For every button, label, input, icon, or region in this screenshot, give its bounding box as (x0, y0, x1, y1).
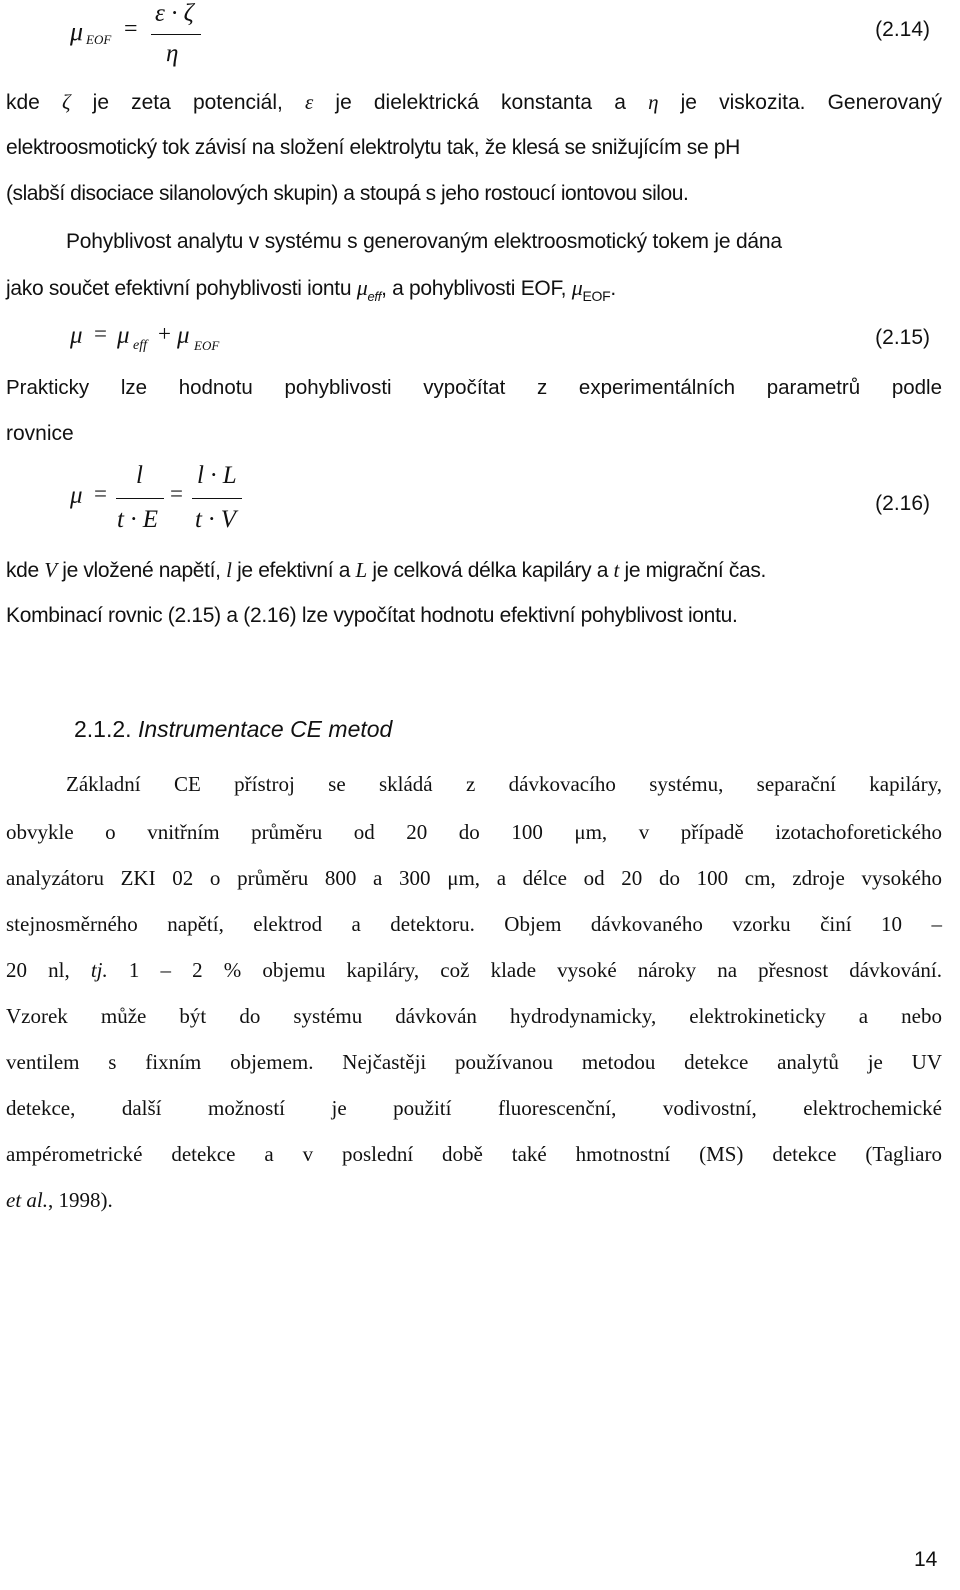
equation-2-14 (0, 0, 960, 80)
eq-numerator: ε · ζ (155, 0, 194, 27)
page-number: 14 (914, 1548, 938, 1571)
para5-line6: Vzorek může být do systému dávkován hydrodynamicky, elektrokineticky a nebo (6, 1004, 942, 1028)
para1-line1: kde ζ je zeta potenciál, ε je dielektrická konstanta a η je viskozita. Generovaný (6, 90, 942, 114)
eq15-sub-eof: EOF (194, 338, 220, 353)
section-number: 2.1.2. (74, 716, 132, 742)
equation-number: (2.14) (875, 18, 930, 41)
para5-line9: ampérometrické detekce a v poslední době také hmotnostní (MS) detekce (Tagliaro (6, 1142, 942, 1166)
equation-2-16 (0, 462, 960, 542)
eq16-equals2: = (170, 481, 183, 506)
para5-line8: detekce, další možností je použití fluorescenční, vodivostní, elektrochemické (6, 1096, 942, 1120)
para1-line3: (slabší disociace silanolových skupin) a stoupá s jeho rostoucí iontovou silou. (6, 182, 689, 205)
eq16-equals1: = (94, 481, 107, 506)
para4-line1: kde V je vložené napětí, l je efektivní a L je celková délka kapiláry a t je migrační čas. (6, 558, 766, 582)
eq15-mu: μ (70, 322, 83, 349)
eq16-num1: l (136, 462, 143, 489)
fraction-bar (151, 34, 201, 35)
equation-2-15 (0, 318, 960, 362)
eq15-equals: = (94, 321, 107, 346)
equation-number: (2.15) (875, 326, 930, 349)
para5-line4: stejnosměrného napětí, elektrod a detektoru. Objem dávkovaného vzorku činí 10 – (6, 912, 942, 936)
para1-line2: elektroosmotický tok závisí na složení elektrolytu tak, že klesá se snižujícím se pH (6, 136, 740, 159)
fraction-bar-1 (116, 498, 164, 499)
equation-number: (2.16) (875, 492, 930, 515)
para5-line10: et al., 1998). (6, 1188, 113, 1212)
para3-line1: Prakticky lze hodnotu pohyblivosti vypočítat z experimentálních parametrů podle (6, 376, 942, 399)
eq15-plus: + (158, 321, 171, 346)
para5-line7: ventilem s fixním objemem. Nejčastěji používanou metodou detekce analytů je UV (6, 1050, 942, 1074)
para5-line5: 20 nl, tj. 1 – 2 % objemu kapiláry, což klade vysoké nároky na přesnost dávkování. (6, 958, 943, 982)
eq-denominator: η (166, 40, 179, 67)
eq-lhs-sub: EOF (86, 32, 112, 47)
eq15-mu-eof: μ (177, 322, 190, 349)
section-heading (74, 716, 392, 743)
para3-line2: rovnice (6, 422, 74, 445)
eq-lhs-mu: μ (70, 17, 84, 46)
para4-line2: Kombinací rovnic (2.15) a (2.16) lze vypočítat hodnotu efektivní pohyblivost iontu. (6, 604, 738, 627)
eq15-sub-eff: eff (133, 338, 147, 353)
eq15-mu-eff: μ (117, 322, 130, 349)
eq16-den1: t · E (117, 506, 158, 533)
para5-line1: Základní CE přístroj se skládá z dávkovacího systému, separační kapiláry, (66, 772, 942, 796)
eq16-num2: l · L (197, 462, 237, 489)
para2-line1: Pohyblivost analytu v systému s generovaným elektroosmotický tokem je dána (66, 230, 782, 253)
eq16-den2: t · V (195, 506, 236, 533)
para2-line2: jako součet efektivní pohyblivosti iontu $\mu_{eff}$, a pohyblivosti EOF, $\mu_{EOF}$. (6, 275, 616, 304)
para5-line2: obvykle o vnitřním průměru od 20 do 100 μm, v případě izotachoforetického (6, 820, 942, 844)
eq16-mu: μ (70, 482, 83, 509)
para5-line3: analyzátoru ZKI 02 o průměru 800 a 300 μm, a délce od 20 do 100 cm, zdroje vysokého (6, 866, 942, 890)
eq-equals: = (124, 16, 138, 42)
section-title: Instrumentace CE metod (137, 716, 393, 742)
fraction-bar-2 (192, 498, 242, 499)
